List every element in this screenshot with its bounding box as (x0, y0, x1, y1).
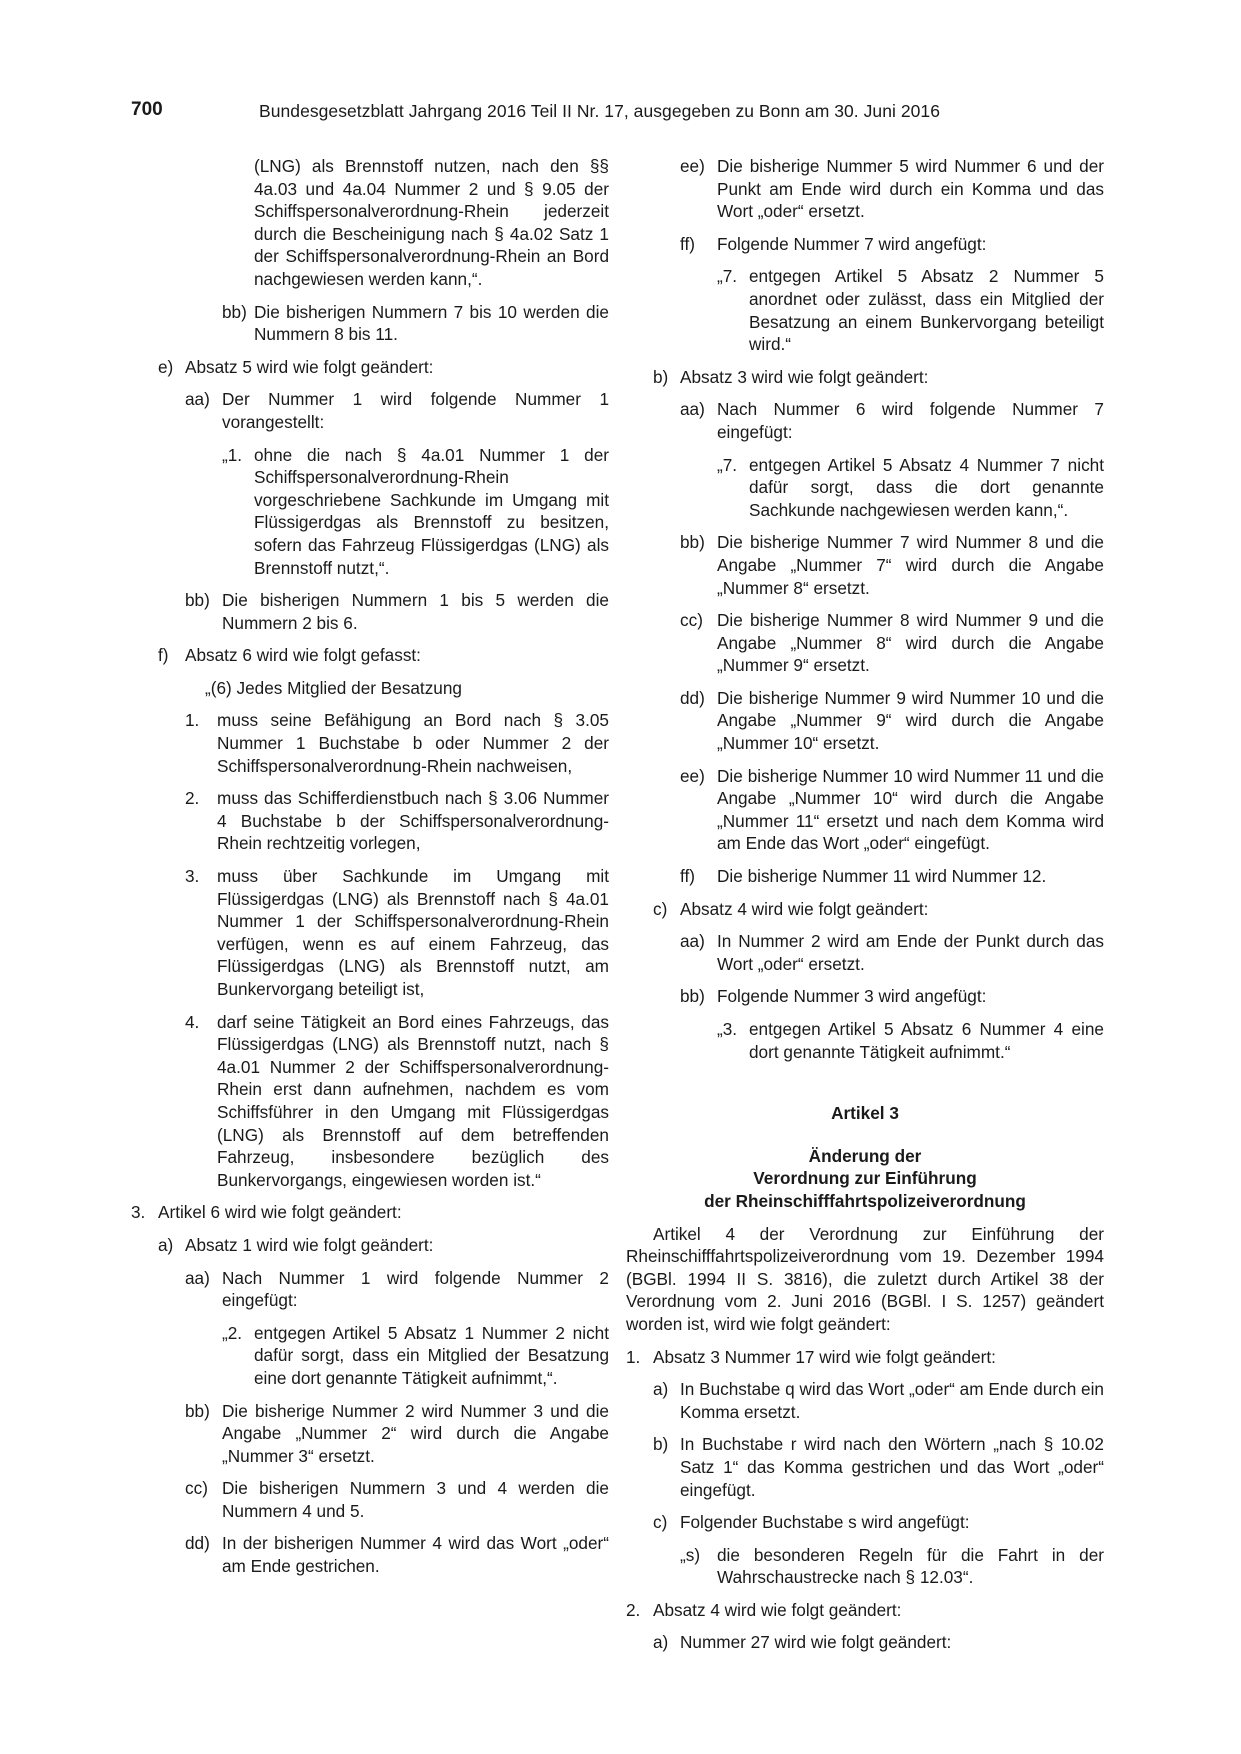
list-marker: a) (158, 1234, 174, 1255)
list-item (131, 589, 609, 634)
list-item (626, 454, 1104, 522)
list-item-text: entgegen Artikel 5 Absatz 2 Nummer 5 anordnet oder zulässt, dass ein Mitglied der Besatzung an einem Bunkervorgang beteiligt wird.“ (749, 266, 1104, 355)
list-item (131, 356, 609, 379)
list-marker: bb) (185, 590, 210, 611)
list-item (131, 1532, 609, 1577)
list-item-text: In Buchstabe q wird das Wort „oder“ am Ende durch ein Komma ersetzt. (680, 1379, 1104, 1422)
list-item-text: Absatz 1 wird wie folgt geändert: (185, 1234, 434, 1255)
list-item (626, 531, 1104, 599)
list-marker: „s) (680, 1544, 701, 1565)
list-item (626, 898, 1104, 921)
list-marker: „7. (717, 454, 738, 475)
list-marker: dd) (680, 687, 705, 708)
list-marker: aa) (185, 389, 210, 410)
list-item-text: Die bisherige Nummer 9 wird Nummer 10 und die Angabe „Nummer 9“ wird durch die Angabe „Nummer 10“ ersetzt. (717, 687, 1104, 754)
list-item-text: Die bisherige Nummer 7 wird Nummer 8 und die Angabe „Nummer 7“ wird durch die Angabe „Nummer 8“ ersetzt. (717, 532, 1104, 598)
list-item-text: darf seine Tätigkeit an Bord eines Fahrzeugs, das Flüssigerdgas (LNG) als Brennstoff nutzt, nach § 4a.01 Nummer 2 der Schiffspersonalverordnung-Rhein erst dann aufnehmen, nachdem es vom Schiffsführer in den Umgang mit Flüssigerdgas (LNG) als Brennstoff auf dem betreffenden Fahrzeug, insbesondere bezüglich des Bunkervorgangs, eingewiesen worden ist.“ (217, 1011, 609, 1190)
list-item (626, 1544, 1104, 1589)
article-heading: Änderung der (808, 1145, 922, 1166)
list-item-text: In Buchstabe r wird nach den Wörtern „nach § 10.02 Satz 1“ das Komma gestrichen und das Wort „oder“ eingefügt. (680, 1434, 1104, 1500)
list-item-text: entgegen Artikel 5 Absatz 6 Nummer 4 eine dort genannte Tätigkeit aufnimmt.“ (749, 1019, 1104, 1062)
list-item-text: Die bisherigen Nummern 7 bis 10 werden die Nummern 8 bis 11. (254, 301, 609, 345)
list-item-text: Absatz 6 wird wie folgt gefasst: (185, 645, 421, 666)
list-item-text: Absatz 3 Nummer 17 wird wie folgt geändert: (653, 1346, 996, 1367)
list-item-text: Folgende Nummer 3 wird angefügt: (717, 986, 987, 1007)
list-item (626, 687, 1104, 755)
right-text-column (626, 155, 1104, 1654)
list-marker: bb) (185, 1400, 210, 1421)
list-marker: dd) (185, 1533, 210, 1554)
list-marker: 4. (185, 1011, 200, 1032)
list-item-text: ohne die nach § 4a.01 Nummer 1 der Schiffspersonalverordnung-Rhein vorgeschriebene Sachkunde im Umgang mit Flüssigerdgas als Brennstoff zu besitzen, sofern das Fahrzeug Flüssigerdgas (LNG) als Brennstoff nutzt,“. (254, 444, 609, 578)
list-item (626, 366, 1104, 389)
list-item (131, 865, 609, 1001)
list-marker: bb) (680, 532, 705, 553)
list-item-text: die besonderen Regeln für die Fahrt in der Wahrschaustrecke nach § 12.03“. (717, 1544, 1104, 1588)
list-item (131, 1322, 609, 1390)
list-item-text: muss das Schifferdienstbuch nach § 3.06 Nummer 4 Buchstabe b der Schiffspersonalverordnung-Rhein rechtzeitig vorlegen, (217, 788, 609, 854)
article-heading: Verordnung zur Einführung (753, 1168, 977, 1189)
list-item (626, 865, 1104, 888)
list-item (626, 609, 1104, 677)
list-item (626, 930, 1104, 975)
article-heading: der Rheinschifffahrtspolizeiverordnung (704, 1190, 1026, 1211)
list-item-text: Absatz 4 wird wie folgt geändert: (680, 898, 929, 919)
list-marker: b) (653, 1434, 669, 1455)
list-item (626, 155, 1104, 223)
list-marker: ff) (680, 233, 695, 254)
list-item (626, 985, 1104, 1008)
list-item-text: In Nummer 2 wird am Ende der Punkt durch das Wort „oder“ ersetzt. (717, 931, 1104, 974)
list-item (131, 1011, 609, 1192)
list-item-text: Artikel 6 wird wie folgt geändert: (158, 1202, 402, 1223)
list-item (131, 1267, 609, 1312)
article-heading: Artikel 3 (831, 1103, 899, 1124)
list-item-text: Die bisherige Nummer 11 wird Nummer 12. (717, 866, 1047, 887)
list-item (626, 765, 1104, 855)
list-item (131, 1477, 609, 1522)
list-item (131, 709, 609, 777)
list-item (131, 644, 609, 667)
list-item-text: Die bisherigen Nummern 3 und 4 werden die Nummern 4 und 5. (222, 1478, 609, 1521)
list-item (626, 233, 1104, 256)
list-marker: cc) (680, 610, 703, 631)
list-item (626, 398, 1104, 443)
list-item-text: Die bisherige Nummer 5 wird Nummer 6 und der Punkt am Ende wird durch ein Komma und das Wort „oder“ ersetzt. (717, 156, 1104, 222)
list-marker: e) (158, 356, 174, 377)
list-item-text: Der Nummer 1 wird folgende Nummer 1 vorangestellt: (222, 389, 609, 432)
list-item-text: Nach Nummer 1 wird folgende Nummer 2 eingefügt: (222, 1267, 609, 1311)
list-item (131, 388, 609, 433)
list-marker: ff) (680, 866, 695, 887)
list-marker: 1. (185, 710, 200, 731)
list-item-text: Die bisherigen Nummern 1 bis 5 werden die Nummern 2 bis 6. (222, 590, 609, 633)
list-marker: ee) (680, 156, 705, 176)
list-marker: b) (653, 366, 669, 387)
list-marker: bb) (222, 301, 247, 322)
continued-text: (LNG) als Brennstoff nutzen, nach den §§ 4a.03 und 4a.04 Nummer 2 und § 9.05 der Schiffspersonalverordnung-Rhein jederzeit durch die Bescheinigung nach § 4a.02 Satz 1 der Schiffspersonalverordnung-Rhein an Bord nachgewiesen werden kann,“. (254, 156, 609, 289)
list-marker: ee) (680, 765, 705, 786)
list-item (626, 1631, 1104, 1654)
list-marker: „2. (222, 1322, 243, 1343)
list-marker: c) (653, 1512, 668, 1533)
list-item (131, 1400, 609, 1468)
list-item-text: Folgender Buchstabe s wird angefügt: (680, 1512, 970, 1533)
list-item (131, 444, 609, 580)
list-item-text: entgegen Artikel 5 Absatz 1 Nummer 2 nicht dafür sorgt, dass ein Mitglied der Besatzung eine dort genannte Tätigkeit aufnimmt,“. (254, 1322, 609, 1388)
list-item-text: In der bisherigen Nummer 4 wird das Wort „oder“ am Ende gestrichen. (222, 1533, 609, 1577)
list-marker: 3. (185, 866, 200, 887)
list-item (131, 1234, 609, 1257)
list-item-text: Die bisherige Nummer 2 wird Nummer 3 und die Angabe „Nummer 2“ wird durch die Angabe „Nummer 3“ ersetzt. (222, 1400, 609, 1466)
page-number: 700 (131, 99, 163, 120)
plain-text: „(6) Jedes Mitglied der Besatzung (205, 677, 462, 698)
list-marker: cc) (185, 1478, 208, 1499)
list-marker: „1. (222, 444, 243, 465)
list-item (626, 265, 1104, 355)
list-item (626, 1018, 1104, 1063)
list-item (131, 1201, 609, 1224)
list-marker: bb) (680, 986, 705, 1007)
list-marker: a) (653, 1379, 669, 1400)
left-text-column (131, 155, 609, 1578)
list-item (626, 1378, 1104, 1423)
list-marker: aa) (680, 931, 705, 952)
list-item (626, 1433, 1104, 1501)
list-item-text: Absatz 3 wird wie folgt geändert: (680, 366, 929, 387)
body-paragraph: Artikel 4 der Verordnung zur Einführung der Rheinschifffahrtspolizeiverordnung vom 19. Dezember 1994 (BGBl. 1994 II S. 3816), die zuletzt durch Artikel 38 der Verordnung vom 2. Juni 2016 (BGBl. I S. 1257) geändert worden ist, wird wie folgt geändert: (626, 1223, 1104, 1334)
list-marker: c) (653, 898, 668, 919)
list-item (626, 1511, 1104, 1534)
list-item-text: Nach Nummer 6 wird folgende Nummer 7 eingefügt: (717, 399, 1104, 442)
list-item-text: Absatz 5 wird wie folgt geändert: (185, 356, 434, 377)
list-item (131, 301, 609, 346)
list-marker: aa) (680, 399, 705, 420)
list-item-text: Die bisherige Nummer 10 wird Nummer 11 und die Angabe „Nummer 10“ wird durch die Angabe „Nummer 11“ ersetzt und nach dem Komma wird am Ende das Wort „oder“ eingefügt. (717, 765, 1104, 854)
list-item (626, 1346, 1104, 1369)
list-marker: f) (158, 645, 169, 666)
list-item-text: Nummer 27 wird wie folgt geändert: (680, 1632, 952, 1653)
list-item (626, 1599, 1104, 1622)
list-marker: 2. (185, 788, 200, 809)
list-marker: 3. (131, 1202, 146, 1223)
list-marker: a) (653, 1632, 669, 1653)
list-item-text: entgegen Artikel 5 Absatz 4 Nummer 7 nicht dafür sorgt, dass die dort genannte Sachkunde nachgewiesen werden kann,“. (749, 454, 1104, 520)
list-marker: „7. (717, 266, 738, 287)
list-marker: 2. (626, 1599, 641, 1620)
list-item-text: muss über Sachkunde im Umgang mit Flüssigerdgas (LNG) als Brennstoff nach § 4a.01 Nummer 1 der Schiffspersonalverordnung-Rhein verfügen, wenn es auf einem Fahrzeug, das Flüssigerdgas (LNG) als Brennstoff nutzt, am Bunkervorgang beteiligt ist, (217, 866, 609, 999)
list-marker: 1. (626, 1346, 641, 1367)
list-item (131, 787, 609, 855)
list-marker: „3. (717, 1019, 738, 1039)
list-item-text: Folgende Nummer 7 wird angefügt: (717, 233, 987, 254)
publication-header: Bundesgesetzblatt Jahrgang 2016 Teil II Nr. 17, ausgegeben zu Bonn am 30. Juni 2016 (259, 101, 940, 121)
list-marker: aa) (185, 1267, 210, 1288)
list-item-text: Die bisherige Nummer 8 wird Nummer 9 und die Angabe „Nummer 8“ wird durch die Angabe „Nummer 9“ ersetzt. (717, 610, 1104, 676)
list-item-text: muss seine Befähigung an Bord nach § 3.05 Nummer 1 Buchstabe b oder Nummer 2 der Schiffspersonalverordnung-Rhein nachweisen, (217, 710, 609, 776)
list-item-text: Absatz 4 wird wie folgt geändert: (653, 1599, 902, 1620)
